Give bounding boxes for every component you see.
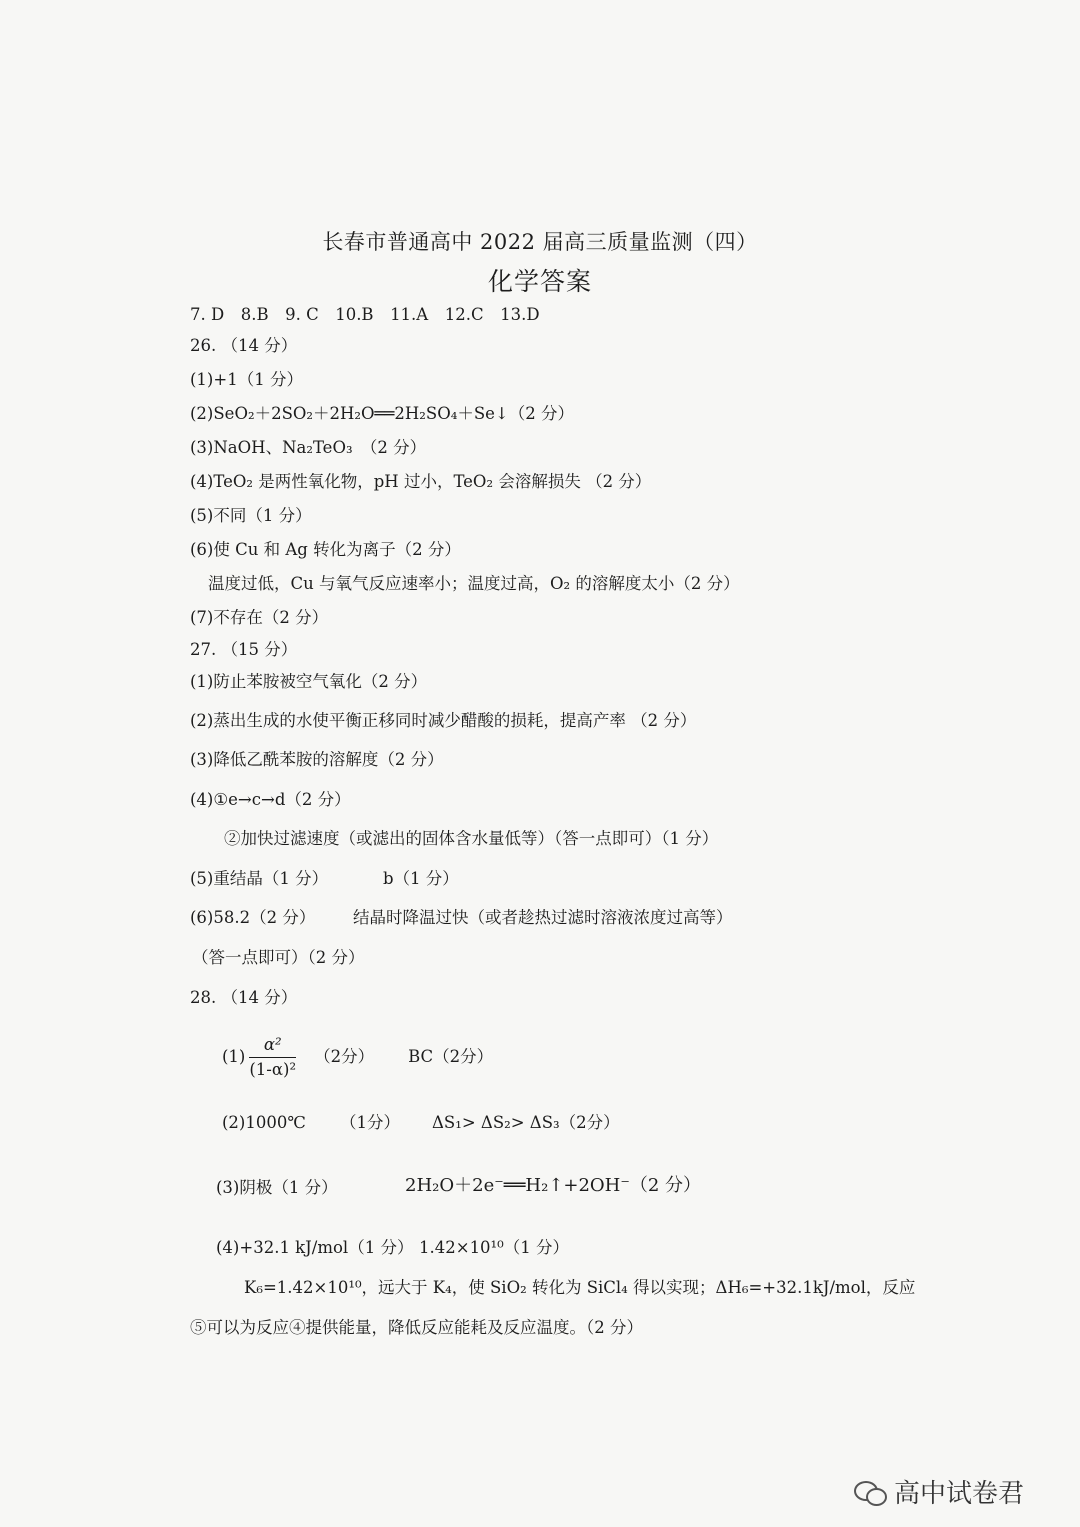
q28-answer-4b: 1.42×10¹⁰（1 分） xyxy=(419,1238,570,1257)
q27-answer-5b: b（1 分） xyxy=(383,869,459,888)
q27-answer-1: (1)防止苯胺被空气氧化（2 分） xyxy=(190,672,428,691)
q28-answer-2c: ΔS₁> ΔS₂> ΔS₃（2分） xyxy=(432,1113,620,1132)
watermark-text: 高中试卷君 xyxy=(894,1479,1025,1509)
q26-answer-4: (4)TeO₂ 是两性氧化物，pH 过小，TeO₂ 会溶解损失 （2 分） xyxy=(190,472,652,491)
q27-answer-5a: (5)重结晶（1 分） xyxy=(190,869,329,888)
equilibrium-constant-fraction xyxy=(249,1034,296,1081)
page-title: 长春市普通高中 2022 届高三质量监测（四） xyxy=(322,230,758,254)
q28-answer-1b: BC（2分） xyxy=(408,1047,494,1066)
q26-answer-3: (3)NaOH、Na₂TeO₃ （2 分） xyxy=(190,438,427,457)
q28-answer-4c: K₆=1.42×10¹⁰，远大于 K₄，使 SiO₂ 转化为 SiCl₄ 得以实现；ΔH₆=+32.1kJ/mol，反应 xyxy=(244,1278,916,1297)
watermark xyxy=(854,1473,1024,1510)
q27-answer-6b: 结晶时降温过快（或者趁热过滤时溶液浓度过高等） xyxy=(353,908,733,927)
q27-answer-4b: ②加快过滤速度（或滤出的固体含水量低等）（答一点即可）（1 分） xyxy=(224,829,719,848)
q27-answer-3: (3)降低乙酰苯胺的溶解度（2 分） xyxy=(190,750,444,769)
q26-answer-6b: 温度过低，Cu 与氧气反应速率小；温度过高，O₂ 的溶解度太小（2 分） xyxy=(208,574,740,593)
page-subtitle: 化学答案 xyxy=(487,267,592,296)
q27-answer-6a: (6)58.2（2 分） xyxy=(190,908,316,927)
q27-heading: 27. （15 分） xyxy=(190,640,298,659)
q28-answer-1-score: （2分） xyxy=(314,1047,375,1066)
q26-answer-1: (1)+1（1 分） xyxy=(190,370,303,389)
q28-answer-2a: (2)1000℃ xyxy=(222,1113,306,1132)
q27-answer-6c: （答一点即可）（2 分） xyxy=(192,948,365,967)
q28-answer-3a: (3)阴极（1 分） xyxy=(216,1178,338,1197)
q26-answer-6: (6)使 Cu 和 Ag 转化为离子（2 分） xyxy=(190,540,461,559)
q28-answer-2b: （1分） xyxy=(340,1113,400,1132)
q27-answer-2: (2)蒸出生成的水使平衡正移同时减少醋酸的损耗，提高产率 （2 分） xyxy=(190,711,697,730)
q26-heading: 26. （14 分） xyxy=(190,336,298,355)
fraction-numerator: α² xyxy=(249,1034,296,1058)
q28-answer-1 xyxy=(222,1034,493,1081)
q28-answer-3b: 2H₂O＋2e⁻══H₂↑+2OH⁻（2 分） xyxy=(405,1175,702,1196)
q26-answer-5: (5)不同（1 分） xyxy=(190,506,312,525)
q28-heading: 28. （14 分） xyxy=(190,988,298,1007)
q28-answer-1-prefix: (1) xyxy=(222,1047,246,1066)
q26-answer-7: (7)不存在（2 分） xyxy=(190,608,329,627)
q27-answer-4: (4)①e→c→d（2 分） xyxy=(190,790,351,809)
wechat-icon xyxy=(854,1479,886,1505)
fraction-denominator: (1-α)² xyxy=(249,1060,297,1079)
q28-answer-4a: (4)+32.1 kJ/mol（1 分） xyxy=(216,1238,414,1257)
q28-answer-4d: ⑤可以为反应④提供能量，降低反应能耗及反应温度。（2 分） xyxy=(190,1318,643,1337)
multiple-choice-answers: 7. D 8.B 9. C 10.B 11.A 12.C 13.D xyxy=(190,305,540,324)
q26-answer-2: (2)SeO₂＋2SO₂＋2H₂O══2H₂SO₄＋Se↓（2 分） xyxy=(190,404,575,423)
